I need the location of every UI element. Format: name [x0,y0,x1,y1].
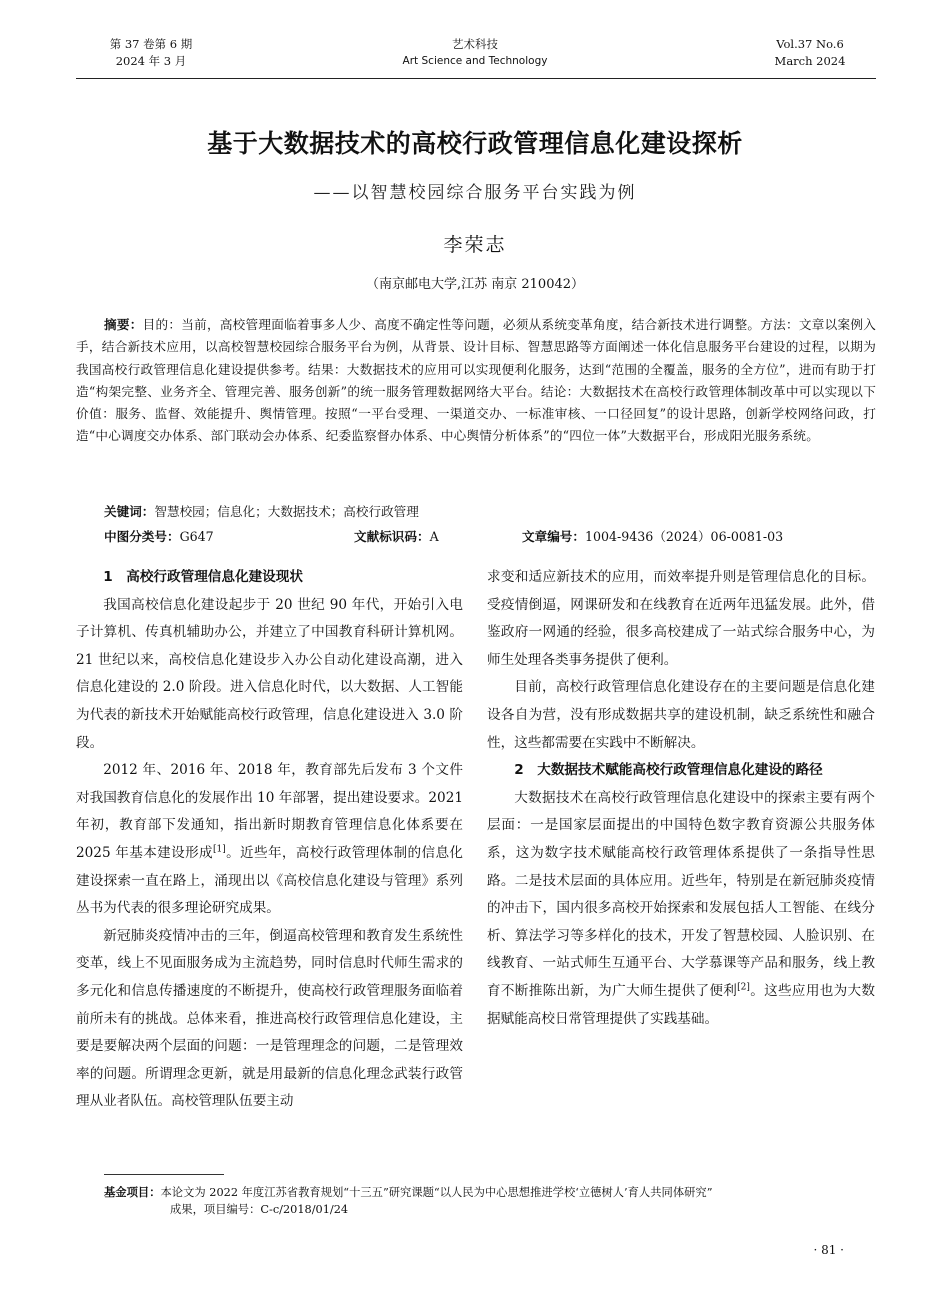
paragraph: 目前，高校行政管理信息化建设存在的主要问题是信息化建设各自为营，没有形成数据共享的建设机制，缺乏系统性和融合性，这些都需要在实践中不断解决。 [487,679,875,751]
section-heading-1: 1 高校行政管理信息化建设现状 [103,569,303,585]
citation-ref[interactable]: [2] [737,982,750,993]
section-heading-2: 2 大数据技术赋能高校行政管理信息化建设的路径 [514,762,823,779]
funding-footnote [104,1184,876,1218]
abstract [76,314,876,448]
article-number-label: 文章编号： [522,529,585,544]
funding-text-line2: 成果，项目编号：C-c/2018/01/24 [170,1203,349,1216]
abstract-text: 目的：当前，高校管理面临着事多人少、高度不确定性等问题，必须从系统变革角度，结合新技术进行调整。方法：文章以案例入手，结合新技术应用，以高校智慧校园综合服务平台为例，从背景、设计目标、智慧思路等方面阐述一体化信息服务平台建设的过程，以期为我国高校行政管理信息化建设提供参考。结果：大数据技术的应用可以实现便利化服务，达到“范围的全覆盖，服务的全方位”，进而有助于打造“构架完整、业务齐全、管理完善、服务创新”的统一服务管理数据网络大平台。结论：大数据技术在高校行政管理体制改革中可以实现以下价值：服务、监督、效能提升、舆情管理。按照“一平台受理、一渠道交办、一标准审核、一口径回复”的设计思路，创新学校网络问政，打造“中心调度交办体系、部门联动会办体系、纪委监察督办体系、中心舆情分析体系”的“四位一体”大数据平台，形成阳光服务系统。 [76,317,876,444]
header-center [375,36,575,70]
paragraph [76,757,463,923]
article-title: 基于大数据技术的高校行政管理信息化建设探析 [207,129,743,158]
page-number: · 81 · [813,1243,844,1257]
header-right [740,36,880,70]
issue-info: 第 37 卷第 6 期 [109,37,193,51]
paragraph [487,785,875,1033]
paragraph-text: 2012 年、2016 年、2018 年，教育部先后发布 3 个文件对我国教育信息化的发展作出 10 年部署，提出建设要求。2021 年初，教育部下发通知，指出新时期教育管理信息化体系要在 2025 年基本建设形成 [76,762,463,861]
citation-ref[interactable]: [1] [212,844,226,855]
paragraph: 新冠肺炎疫情冲击的三年，倒逼高校管理和教育发生系统性变革，线上不见面服务成为主流趋势，同时信息时代师生需求的多元化和信息传播速度的不断提升，使高校行政管理服务面临着前所未有的挑战。总体来看，推进高校行政管理信息化建设，主要是要解决两个层面的问题：一是管理理念的问题，二是管理效率的问题。所谓理念更新，就是用最新的信息化理念武装行政管理从业者队伍。高校管理队伍要主动 [76,927,463,1110]
article-number-value: 1004-9436（2024）06-0081-03 [584,529,784,544]
author-affiliation: （南京邮电大学,江苏 南京 210042） [365,277,585,292]
footnote-rule [104,1174,224,1175]
abstract-label: 摘要： [104,317,143,332]
funding-text-line1: 本论文为 2022 年度江苏省教育规划“十三五”研究课题“以人民为中心思想推进学校‘立德树人’育人共同体研究” [160,1186,713,1199]
volume-info: Vol.37 No.6 [776,37,844,51]
header-left [76,36,226,70]
clc-value: G647 [179,529,214,544]
article-subtitle: ——以智慧校园综合服务平台实践为例 [313,183,637,203]
body-right-column [487,564,875,1033]
keywords [104,501,874,523]
author-name: 李荣志 [443,234,507,256]
paragraph: 求变和适应新技术的应用，而效率提升则是管理信息化的目标。受疫情倒逼，网课研发和在线教育在近两年迅猛发展。此外，借鉴政府一网通的经验，很多高校建成了一站式综合服务中心，为师生处理各类事务提供了便利。 [487,569,875,668]
issue-date: 2024 年 3 月 [115,54,187,68]
funding-label: 基金项目： [104,1186,161,1199]
paragraph-text: 大数据技术在高校行政管理信息化建设中的探索主要有两个层面：一是国家层面提出的中国特色数字教育资源公共服务体系，这为数字技术赋能高校行政管理体系提供了一条指导性思路。二是技术层面的具体应用。近些年，特别是在新冠肺炎疫情的冲击下，国内很多高校开始探索和发展包括人工智能、在线分析、算法学习等多样化的技术，开发了智慧校园、人脸识别、在线教育、一站式师生互通平台、大学慕课等产品和服务，线上教育不断推陈出新，为广大师生提供了便利 [487,789,875,999]
journal-name-en: Art Science and Technology [402,55,548,67]
doc-code-label: 文献标识码： [354,529,430,544]
paragraph-text: 。这些应用也为大数据赋能高校日常管理提供了实践基础。 [487,982,876,1027]
clc-label: 中图分类号： [104,529,180,544]
header-rule [76,78,876,79]
journal-name-cn: 艺术科技 [452,37,498,51]
body-left-column [76,564,463,1116]
paragraph: 我国高校信息化建设起步于 20 世纪 90 年代，开始引入电子计算机、传真机辅助办公，并建立了中国教育科研计算机网。21 世纪以来，高校信息化建设步入办公自动化建设高潮，进入信息化建设的 2.0 阶段。进入信息化时代，以大数据、人工智能为代表的新技术开始赋能高校行政管理，信息化建设进入 3.0 阶段。 [76,596,463,751]
keywords-text: 智慧校园；信息化；大数据技术；高校行政管理 [154,504,419,519]
paragraph-text: 。近些年，高校行政管理体制的信息化建设探索一直在路上，涌现出以《高校信息化建设与管理》系列丛书为代表的很多理论研究成果。 [76,844,464,917]
doc-code-value: A [429,529,439,544]
keywords-label: 关键词： [104,504,155,519]
issue-month: March 2024 [774,54,846,68]
